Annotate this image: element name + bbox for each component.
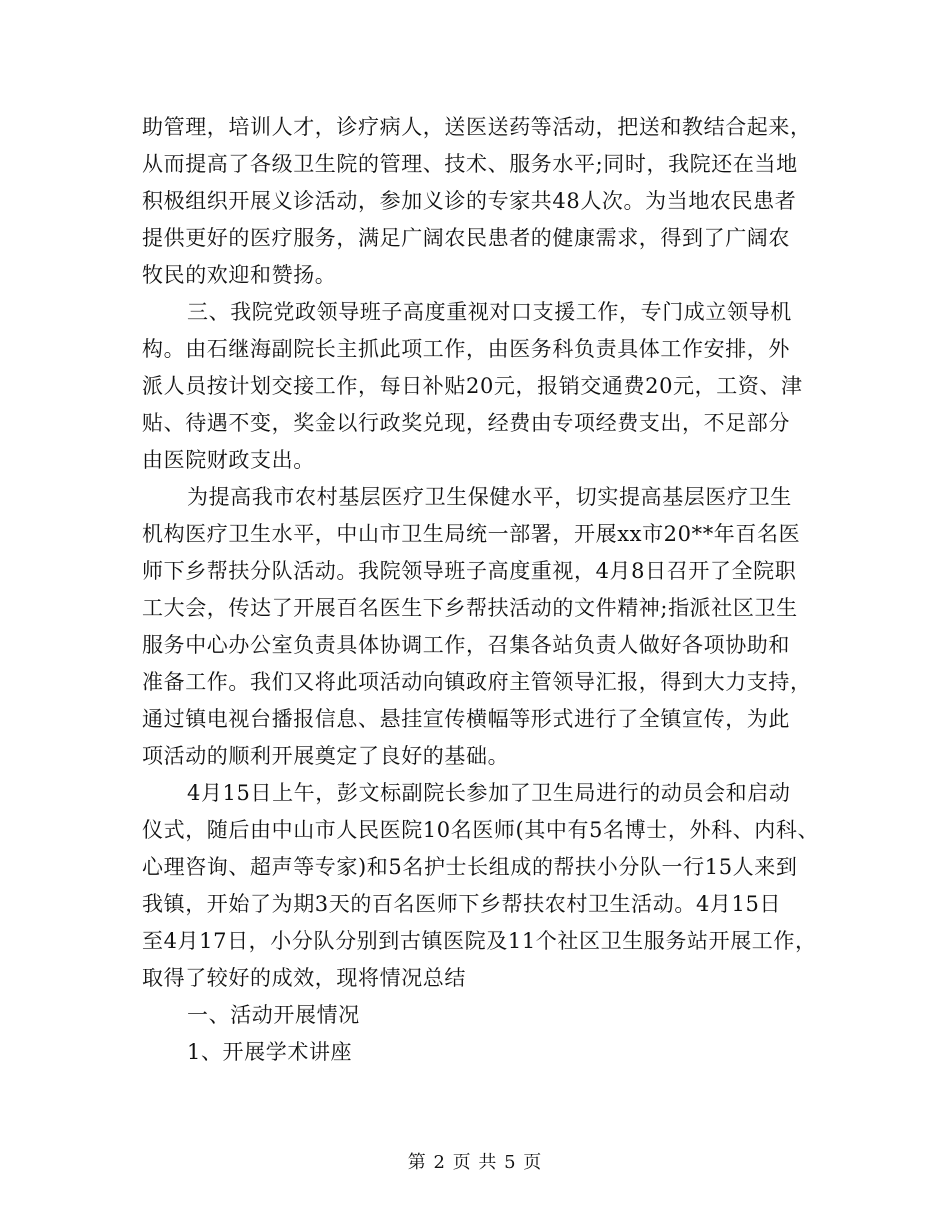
- page-number-footer: 第 2 页 共 5 页: [407, 1152, 543, 1173]
- body-text-line: 通过镇电视台播报信息、悬挂宣传横幅等形式进行了全镇宣传，为此: [142, 707, 790, 731]
- body-text-line: 仪式，随后由中山市人民医院10名医师(其中有5名博士，外科、内科、: [142, 818, 820, 842]
- body-text-line: 积极组织开展义诊活动，参加义诊的专家共48人次。为当地农民患者: [142, 189, 797, 213]
- body-text-line: 至4月17日，小分队分别到古镇医院及11个社区卫生服务站开展工作，: [142, 929, 817, 953]
- body-text-line: 心理咨询、超声等专家)和5名护士长组成的帮扶小分队一行15人来到: [142, 855, 798, 879]
- subsection-heading: 1、开展学术讲座: [187, 1040, 353, 1064]
- body-text-line: 提供更好的医疗服务，满足广阔农民患者的健康需求，得到了广阔农: [142, 226, 790, 250]
- body-text-line: 工大会，传达了开展百名医生下乡帮扶活动的文件精神;指派社区卫生: [142, 596, 798, 620]
- paragraph-first-line: 三、我院党政领导班子高度重视对口支援工作，专门成立领导机: [187, 300, 792, 324]
- body-text-line: 师下乡帮扶分队活动。我院领导班子高度重视，4月8日召开了全院职: [142, 559, 797, 583]
- body-text-line: 由医院财政支出。: [142, 448, 315, 472]
- body-text-line: 构。由石继海副院长主抓此项工作，由医务科负责具体工作安排，外: [142, 337, 790, 361]
- body-text-line: 派人员按计划交接工作，每日补贴20元，报销交通费20元，工资、津: [142, 374, 803, 398]
- section-heading: 一、活动开展情况: [187, 1003, 360, 1027]
- paragraph-first-line: 4月15日上午，彭文标副院长参加了卫生局进行的动员会和启动: [187, 781, 791, 805]
- body-text-line: 牧民的欢迎和赞扬。: [142, 263, 337, 287]
- body-text-line: 贴、待遇不变，奖金以行政奖兑现，经费由专项经费支出，不足部分: [142, 411, 790, 435]
- body-text-line: 项活动的顺利开展奠定了良好的基础。: [142, 744, 510, 768]
- body-text-line: 助管理，培训人才，诊疗病人，送医送药等活动，把送和教结合起来，: [142, 115, 812, 139]
- body-text-line: 从而提高了各级卫生院的管理、技术、服务水平;同时，我院还在当地: [142, 152, 798, 176]
- body-text-line: 准备工作。我们又将此项活动向镇政府主管领导汇报，得到大力支持，: [142, 670, 812, 694]
- paragraph-first-line: 为提高我市农村基层医疗卫生保健水平，切实提高基层医疗卫生: [187, 485, 792, 509]
- body-text-line: 服务中心办公室负责具体协调工作，召集各站负责人做好各项协助和: [142, 633, 790, 657]
- body-text-line: 我镇，开始了为期3天的百名医师下乡帮扶农村卫生活动。4月15日: [142, 892, 782, 916]
- body-text-line: 取得了较好的成效，现将情况总结: [142, 966, 466, 990]
- body-text-line: 机构医疗卫生水平，中山市卫生局统一部署，开展xx市20**年百名医: [142, 522, 801, 546]
